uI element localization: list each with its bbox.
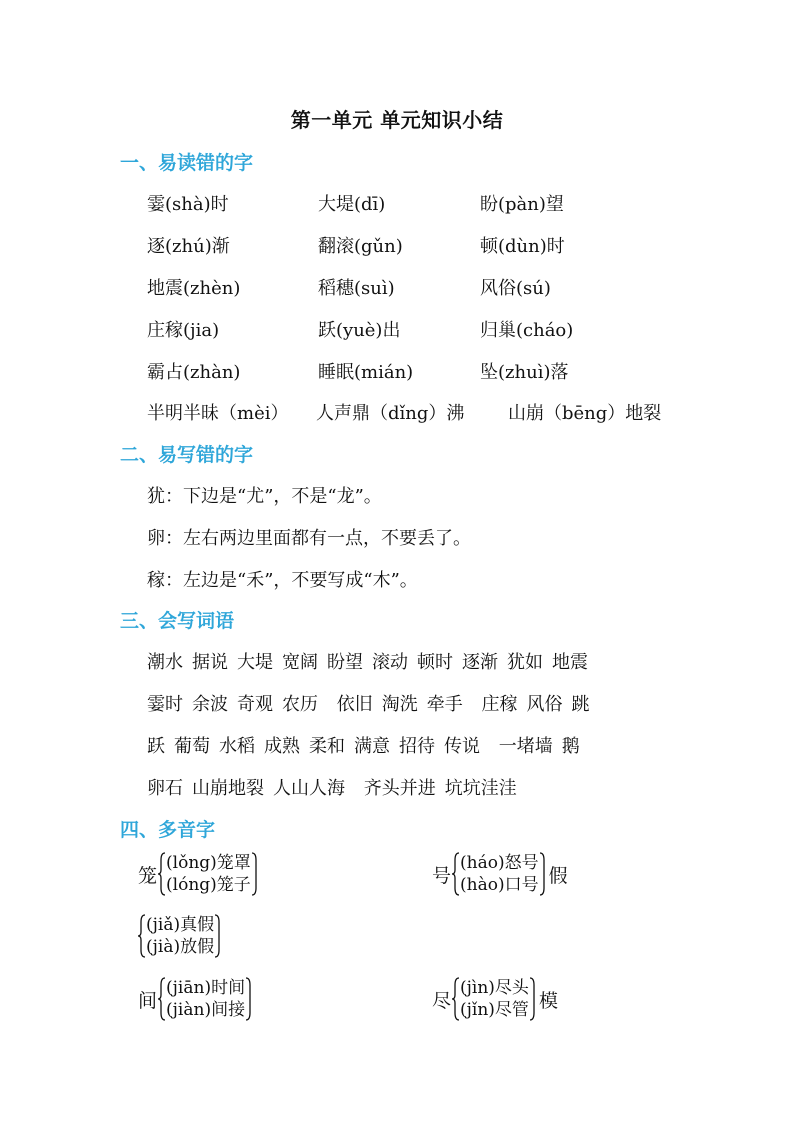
vocab-word: 地震 — [552, 652, 588, 673]
word-item: 顿(dùn)时 — [480, 236, 565, 257]
vocab-word: 据说 — [192, 652, 228, 673]
reading-item: (háo)怒号 — [460, 853, 539, 873]
vocab-word: 齐头并进 — [354, 778, 436, 799]
vocab-word: 坑坑洼洼 — [444, 778, 517, 799]
polyphone-char: 笼 — [138, 864, 158, 887]
section-heading-4: 四、多音字 — [120, 819, 216, 841]
right-bracket-icon — [245, 977, 253, 1021]
vocab-word: 一堵墙 — [489, 736, 553, 757]
reading-item: (jǐn)尽管 — [460, 1000, 529, 1020]
section-heading-2: 二、易写错的字 — [120, 444, 254, 466]
vocab-word: 淘洗 — [381, 694, 418, 715]
left-brace-icon — [138, 914, 146, 958]
vocab-word: 牵手 — [426, 694, 463, 715]
word-item: 风俗(sú) — [480, 278, 551, 299]
reading-item: (jiān)时间 — [166, 978, 246, 998]
vocab-word: 卵石 — [147, 778, 183, 799]
vocab-word: 人山人海 — [273, 778, 345, 799]
reading-list — [146, 914, 214, 958]
reading-item: (lóng)笼子 — [166, 875, 251, 895]
word-item: 归巢(cháo) — [480, 320, 574, 341]
reading-list — [166, 852, 251, 896]
vocab-word: 风俗 — [526, 694, 563, 715]
polyphone-char: 尽 — [432, 989, 452, 1012]
word-item: 庄稼(jia) — [147, 320, 220, 341]
word-item: 跃(yuè)出 — [318, 320, 401, 341]
vocab-line-4 — [147, 774, 526, 800]
writing-tip: 犹：下边是“尤”，不是“龙”。 — [147, 486, 382, 507]
vocab-word: 潮水 — [147, 652, 183, 673]
vocab-word: 宽阔 — [282, 652, 318, 673]
vocab-word: 犹如 — [507, 652, 543, 673]
word-item: 翻滚(gǔn) — [318, 236, 403, 257]
word-item: 霎(shà)时 — [147, 194, 229, 215]
vocab-word: 招待 — [399, 736, 435, 757]
writing-tip: 卵：左右两边里面都有一点，不要丢了。 — [147, 528, 471, 549]
vocab-line-1 — [147, 648, 597, 674]
vocab-word: 跳 — [571, 694, 590, 715]
polyphone-group-jian — [138, 975, 253, 1023]
word-item: 逐(zhú)渐 — [147, 236, 230, 257]
right-bracket-icon — [251, 852, 259, 896]
vocab-word: 传说 — [444, 736, 480, 757]
left-brace-icon — [452, 977, 460, 1021]
vocab-word: 满意 — [354, 736, 390, 757]
section-heading-1: 一、易读错的字 — [120, 152, 254, 174]
word-item: 盼(pàn)望 — [480, 194, 564, 215]
vocab-word: 滚动 — [372, 652, 408, 673]
polyphone-char: 假 — [548, 864, 568, 887]
vocab-word: 农历 — [282, 694, 318, 715]
reading-item: (jìn)尽头 — [460, 978, 529, 998]
polyphone-group-hao — [432, 850, 568, 898]
polyphone-group-long — [138, 850, 259, 898]
vocab-word: 葡萄 — [174, 736, 210, 757]
polyphone-group-jia — [138, 912, 222, 960]
reading-item: (lǒng)笼罩 — [166, 853, 251, 873]
vocab-word: 庄稼 — [471, 694, 518, 715]
section-heading-3: 三、会写词语 — [120, 610, 235, 632]
polyphone-char: 间 — [138, 989, 158, 1012]
word-item: 霸占(zhàn) — [147, 362, 241, 383]
vocab-word: 盼望 — [327, 652, 363, 673]
vocab-word: 柔和 — [309, 736, 345, 757]
vocab-word: 奇观 — [237, 694, 273, 715]
right-bracket-icon — [529, 977, 537, 1021]
vocab-word: 逐渐 — [462, 652, 498, 673]
reading-item: (jià)放假 — [146, 937, 215, 957]
vocab-word: 依旧 — [327, 694, 373, 715]
word-item: 地震(zhèn) — [147, 278, 241, 299]
vocab-word: 顿时 — [417, 652, 453, 673]
polyphone-char: 模 — [538, 989, 558, 1012]
word-item: 睡眠(mián) — [318, 362, 414, 383]
page-title: 第一单元 单元知识小结 — [290, 108, 504, 132]
vocab-word: 余波 — [192, 694, 228, 715]
left-brace-icon — [452, 852, 460, 896]
word-item: 山崩（bēng）地裂 — [508, 403, 662, 424]
reading-list — [460, 852, 539, 896]
vocab-word: 霎时 — [147, 694, 183, 715]
vocab-word: 跃 — [147, 736, 165, 757]
vocab-line-3 — [147, 732, 589, 758]
right-bracket-icon — [539, 852, 547, 896]
right-bracket-icon — [214, 914, 222, 958]
vocab-word: 水稻 — [219, 736, 255, 757]
word-item: 坠(zhuì)落 — [480, 362, 569, 383]
word-item: 稻穗(suì) — [318, 278, 395, 299]
reading-item: (jiǎ)真假 — [146, 915, 215, 935]
polyphone-char: 号 — [432, 864, 452, 887]
reading-item: (jiàn)间接 — [166, 1000, 246, 1020]
vocab-word: 山崩地裂 — [192, 778, 264, 799]
reading-item: (hào)口号 — [460, 875, 539, 895]
polyphone-group-jin — [432, 975, 558, 1023]
word-item: 大堤(dī) — [318, 194, 386, 215]
vocab-word: 成熟 — [264, 736, 300, 757]
vocab-line-2 — [147, 690, 598, 716]
left-brace-icon — [158, 977, 166, 1021]
vocab-word: 鹅 — [561, 736, 580, 757]
reading-list — [460, 977, 529, 1021]
word-item: 人声鼎（dǐng）沸 — [316, 403, 465, 424]
vocab-word: 大堤 — [237, 652, 273, 673]
reading-list — [166, 977, 245, 1021]
left-brace-icon — [158, 852, 166, 896]
writing-tip: 稼：左边是“禾”，不要写成“木”。 — [147, 570, 418, 591]
word-item: 半明半昧（mèi） — [147, 403, 289, 424]
